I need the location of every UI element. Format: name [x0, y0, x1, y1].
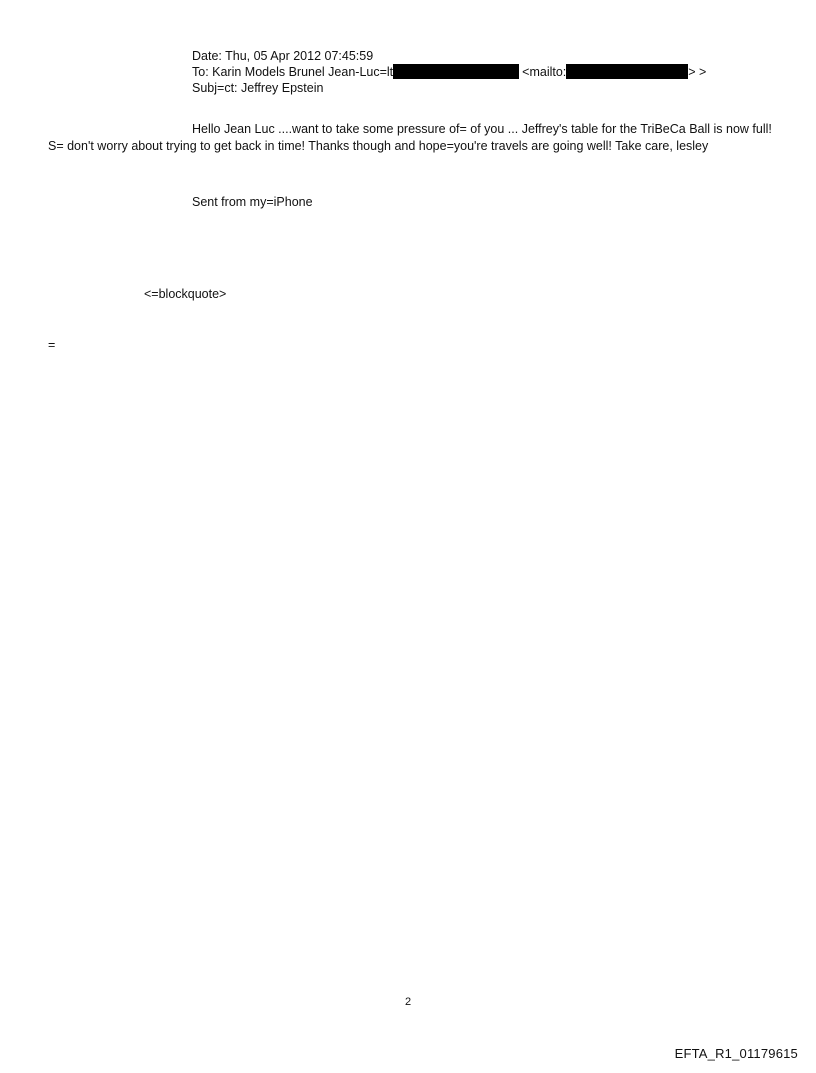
email-signature: Sent from my=iPhone [192, 195, 313, 209]
bates-number: EFTA_R1_01179615 [674, 1046, 798, 1061]
trailing-equals: = [48, 338, 56, 352]
email-to-suffix: > > [688, 65, 707, 79]
email-date-line: Date: Thu, 05 Apr 2012 07:45:59 [192, 49, 374, 63]
email-mailto-text: <mailto: [522, 65, 567, 79]
email-body-paragraph: Hello Jean Luc ....want to take some pressure of= of you ... Jeffrey's table for the TriBeCa Ball is now full! S= don't worry about trying to get back in time! Thanks though and hope=you're travels are going well! Take care, lesley [48, 122, 772, 153]
redaction-block [566, 64, 688, 79]
page-number: 2 [404, 996, 412, 1008]
blockquote-tag-text: <=blockquote> [144, 287, 227, 301]
email-subject-line: Subj=ct: Jeffrey Epstein [192, 81, 324, 95]
redaction-block [393, 64, 519, 79]
email-to-prefix: To: Karin Models Brunel Jean-Luc=lt [192, 65, 394, 79]
email-to-line [192, 64, 706, 80]
